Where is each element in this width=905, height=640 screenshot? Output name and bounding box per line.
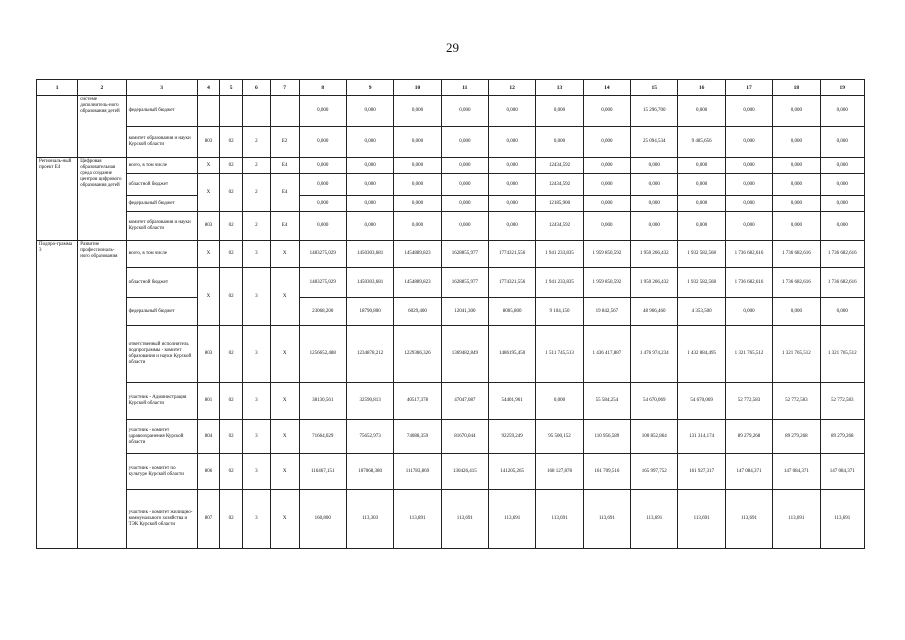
column-number-header: 16 xyxy=(678,80,725,96)
value-cell: 147 084,371 xyxy=(725,454,772,490)
value-cell: 12434,592 xyxy=(536,212,583,241)
value-cell: 0,000 xyxy=(489,127,536,158)
value-cell: 54401,961 xyxy=(489,383,536,420)
value-cell: 141205,265 xyxy=(489,454,536,490)
value-cell: 130426,415 xyxy=(441,454,488,490)
row-label-cell: комитет образования и науки Курской области xyxy=(126,212,197,241)
value-cell: 1 941 233,835 xyxy=(536,241,583,268)
value-cell: 0,000 xyxy=(631,174,678,196)
value-cell: 113,303 xyxy=(346,490,393,549)
value-cell: 0,000 xyxy=(441,212,488,241)
code-cell: Х xyxy=(270,420,299,454)
column-number-header: 15 xyxy=(631,80,678,96)
value-cell: 0,000 xyxy=(725,174,772,196)
value-cell: 1 950 266,432 xyxy=(631,268,678,298)
value-cell: 92259,249 xyxy=(489,420,536,454)
column-number-header: 1 xyxy=(37,80,78,96)
value-cell: 0,000 xyxy=(820,96,864,127)
value-cell: 89 279,268 xyxy=(725,420,772,454)
value-cell: 23068,200 xyxy=(299,298,346,326)
value-cell: 89 279,268 xyxy=(773,420,820,454)
value-cell: 0,000 xyxy=(583,158,630,174)
value-cell: 1 321 765,512 xyxy=(773,326,820,383)
program-name-cell xyxy=(37,96,78,158)
value-cell: 0,000 xyxy=(773,174,820,196)
value-cell: 0,000 xyxy=(441,158,488,174)
value-cell: 110 956,589 xyxy=(583,420,630,454)
table-row xyxy=(37,420,865,454)
column-number-header: 8 xyxy=(299,80,346,96)
value-cell: 0,000 xyxy=(678,196,725,212)
value-cell: 1256652,488 xyxy=(299,326,346,383)
value-cell: 1 736 682,616 xyxy=(820,241,864,268)
table-row xyxy=(37,174,865,196)
code-cell: 3 xyxy=(242,268,270,326)
table-row xyxy=(37,127,865,158)
column-number-header: 7 xyxy=(270,80,299,96)
value-cell: 107068,380 xyxy=(346,454,393,490)
value-cell: 0,000 xyxy=(820,174,864,196)
code-cell: 3 xyxy=(242,490,270,549)
value-cell: 0,000 xyxy=(631,212,678,241)
value-cell: 0,000 xyxy=(583,212,630,241)
code-cell: 3 xyxy=(242,420,270,454)
code-cell: Х xyxy=(270,268,299,326)
value-cell: 0,000 xyxy=(346,96,393,127)
row-label-cell: всего, в том числе xyxy=(126,158,197,174)
value-cell: 1 932 582,568 xyxy=(678,268,725,298)
value-cell: 0,000 xyxy=(583,196,630,212)
value-cell: 0,000 xyxy=(583,96,630,127)
row-label-cell: федеральный бюджет xyxy=(126,196,197,212)
code-cell: 2 xyxy=(242,174,270,212)
code-cell: 803 xyxy=(197,212,220,241)
value-cell: 161 927,317 xyxy=(678,454,725,490)
value-cell: 1 736 682,616 xyxy=(725,268,772,298)
value-cell: 1486195,450 xyxy=(489,326,536,383)
table-row xyxy=(37,241,865,268)
value-cell: 0,000 xyxy=(346,174,393,196)
value-cell: 113,691 xyxy=(678,490,725,549)
code-cell: 804 xyxy=(197,420,220,454)
value-cell: 1 959 850,592 xyxy=(583,241,630,268)
value-cell: 0,000 xyxy=(678,96,725,127)
value-cell: 0,000 xyxy=(583,174,630,196)
code-cell: Е4 xyxy=(270,212,299,241)
value-cell: 131 314,174 xyxy=(678,420,725,454)
code-cell: 807 xyxy=(197,490,220,549)
value-cell: 161 709,516 xyxy=(583,454,630,490)
value-cell: 19 842,567 xyxy=(583,298,630,326)
value-cell: 9 485,656 xyxy=(678,127,725,158)
row-label-cell: участник - комитет по культуре Курской области xyxy=(126,454,197,490)
value-cell: 0,000 xyxy=(489,158,536,174)
value-cell: 165 997,752 xyxy=(631,454,678,490)
column-number-header: 13 xyxy=(536,80,583,96)
row-label-cell: участник - Администрация Курской области xyxy=(126,383,197,420)
value-cell: 1369482,849 xyxy=(441,326,488,383)
value-cell: 113,691 xyxy=(631,490,678,549)
value-cell: 0,000 xyxy=(394,196,441,212)
value-cell: 15 296,700 xyxy=(631,96,678,127)
code-cell: Х xyxy=(270,326,299,383)
value-cell: 113,891 xyxy=(394,490,441,549)
value-cell: 113,691 xyxy=(773,490,820,549)
value-cell: 1628855,977 xyxy=(441,241,488,268)
row-label-cell: всего, в том числе xyxy=(126,241,197,268)
code-cell: Х xyxy=(197,241,220,268)
value-cell: 0,000 xyxy=(773,212,820,241)
value-cell: 1454889,823 xyxy=(394,241,441,268)
program-name-cell: Подпро-грамма 3 xyxy=(37,241,78,549)
table-row xyxy=(37,268,865,298)
table-row xyxy=(37,326,865,383)
value-cell: 1229386,326 xyxy=(394,326,441,383)
value-cell: 0,000 xyxy=(773,158,820,174)
code-cell: 02 xyxy=(220,268,243,326)
table-row xyxy=(37,212,865,241)
value-cell: 47047,087 xyxy=(441,383,488,420)
value-cell: 32590,813 xyxy=(346,383,393,420)
value-cell: 81670,044 xyxy=(441,420,488,454)
value-cell: 147 084,371 xyxy=(820,454,864,490)
table-row xyxy=(37,196,865,212)
value-cell: 25 094,534 xyxy=(631,127,678,158)
budget-table xyxy=(36,79,865,549)
value-cell: 0,000 xyxy=(299,174,346,196)
code-cell: 02 xyxy=(220,490,243,549)
code-cell: Е2 xyxy=(270,127,299,158)
value-cell: 0,000 xyxy=(536,96,583,127)
code-cell: Х xyxy=(270,454,299,490)
row-label-cell: областной бюджет xyxy=(126,174,197,196)
column-number-header: 18 xyxy=(773,80,820,96)
value-cell: 0,000 xyxy=(394,96,441,127)
value-cell: 9 104,150 xyxy=(536,298,583,326)
row-label-cell: областной бюджет xyxy=(126,268,197,298)
value-cell: 1 959 850,592 xyxy=(583,268,630,298)
value-cell: 1 950 266,432 xyxy=(631,241,678,268)
code-cell: 02 xyxy=(220,326,243,383)
code-cell: 02 xyxy=(220,174,243,212)
value-cell: 54 670,069 xyxy=(631,383,678,420)
value-cell: 0,000 xyxy=(299,96,346,127)
value-cell: 0,000 xyxy=(346,158,393,174)
code-cell: 02 xyxy=(220,454,243,490)
code-cell: 2 xyxy=(242,212,270,241)
value-cell: 12185,900 xyxy=(536,196,583,212)
value-cell: 0,000 xyxy=(631,196,678,212)
value-cell: 12434,592 xyxy=(536,158,583,174)
value-cell: 0,000 xyxy=(441,96,488,127)
code-cell: Х xyxy=(270,383,299,420)
code-cell: Е4 xyxy=(270,174,299,212)
code-cell: Х xyxy=(270,490,299,549)
value-cell: 38130,561 xyxy=(299,383,346,420)
value-cell: 0,000 xyxy=(394,174,441,196)
value-cell: 0,000 xyxy=(773,96,820,127)
value-cell: 1 736 682,616 xyxy=(773,268,820,298)
code-cell: Х xyxy=(270,241,299,268)
value-cell: 113,691 xyxy=(583,490,630,549)
value-cell: 0,000 xyxy=(678,174,725,196)
value-cell: 0,000 xyxy=(441,127,488,158)
row-label-cell: ответственный исполнитель подпрограммы - комитет образования и науки Курской области xyxy=(126,326,197,383)
value-cell: 74088,359 xyxy=(394,420,441,454)
value-cell: 0,000 xyxy=(820,158,864,174)
column-number-header: 2 xyxy=(78,80,126,96)
code-cell: 2 xyxy=(242,158,270,174)
value-cell: 1 321 765,512 xyxy=(820,326,864,383)
value-cell: 0,000 xyxy=(536,383,583,420)
column-number-header: 5 xyxy=(220,80,243,96)
column-number-header: 6 xyxy=(242,80,270,96)
value-cell: 160,800 xyxy=(299,490,346,549)
code-cell: 3 xyxy=(242,326,270,383)
page-number: 29 xyxy=(446,40,459,55)
row-label-cell: участник - комитет здравоохранения Курской области xyxy=(126,420,197,454)
code-cell: 02 xyxy=(220,241,243,268)
value-cell: 0,000 xyxy=(346,212,393,241)
code-cell: Х xyxy=(197,158,220,174)
value-cell: 0,000 xyxy=(489,96,536,127)
value-cell: 113,691 xyxy=(725,490,772,549)
value-cell: 0,000 xyxy=(299,196,346,212)
program-title-cell: системе дополнитель-ного образования детей xyxy=(78,96,126,158)
value-cell: 0,000 xyxy=(583,127,630,158)
value-cell: 1 321 765,512 xyxy=(725,326,772,383)
value-cell: 113,691 xyxy=(536,490,583,549)
value-cell: 0,000 xyxy=(773,127,820,158)
value-cell: 0,000 xyxy=(299,158,346,174)
value-cell: 1450303,681 xyxy=(346,241,393,268)
row-label-cell: комитет образования и науки Курской области xyxy=(126,127,197,158)
value-cell: 0,000 xyxy=(820,298,864,326)
column-number-header: 10 xyxy=(394,80,441,96)
value-cell: 0,000 xyxy=(725,96,772,127)
column-number-header: 3 xyxy=(126,80,197,96)
program-name-cell: Региональ-ный проект Е4 xyxy=(37,158,78,241)
value-cell: 95 500,152 xyxy=(536,420,583,454)
value-cell: 111783,869 xyxy=(394,454,441,490)
value-cell: 147 084,371 xyxy=(773,454,820,490)
code-cell xyxy=(197,96,220,127)
value-cell: 0,000 xyxy=(346,127,393,158)
code-cell: Х xyxy=(197,268,220,326)
code-cell: 803 xyxy=(197,127,220,158)
column-number-header: 9 xyxy=(346,80,393,96)
value-cell: 0,000 xyxy=(773,298,820,326)
column-number-header: 19 xyxy=(820,80,864,96)
value-cell: 0,000 xyxy=(489,174,536,196)
column-number-header: 17 xyxy=(725,80,772,96)
code-cell: 806 xyxy=(197,454,220,490)
code-cell: 02 xyxy=(220,212,243,241)
value-cell: 1 941 233,835 xyxy=(536,268,583,298)
value-cell: 0,000 xyxy=(678,212,725,241)
value-cell: 0,000 xyxy=(441,174,488,196)
column-number-header: 12 xyxy=(489,80,536,96)
value-cell: 0,000 xyxy=(299,212,346,241)
code-cell: 02 xyxy=(220,383,243,420)
value-cell: 0,000 xyxy=(536,127,583,158)
value-cell: 0,000 xyxy=(725,298,772,326)
value-cell: 0,000 xyxy=(725,196,772,212)
value-cell: 116467,151 xyxy=(299,454,346,490)
value-cell: 18790,800 xyxy=(346,298,393,326)
value-cell: 1 736 682,616 xyxy=(773,241,820,268)
code-cell: Х xyxy=(197,174,220,212)
value-cell: 1483275,029 xyxy=(299,268,346,298)
table-row xyxy=(37,298,865,326)
value-cell: 1 736 682,616 xyxy=(820,268,864,298)
value-cell: 1483275,029 xyxy=(299,241,346,268)
code-cell: 02 xyxy=(220,127,243,158)
value-cell: 1628855,977 xyxy=(441,268,488,298)
header-row xyxy=(37,80,865,96)
value-cell: 52 772,583 xyxy=(725,383,772,420)
code-cell: Е4 xyxy=(270,158,299,174)
code-cell xyxy=(220,96,243,127)
value-cell: 113,691 xyxy=(489,490,536,549)
code-cell xyxy=(242,96,270,127)
program-title-cell: Развитие профессиональ-ного образования xyxy=(78,241,126,549)
column-number-header: 14 xyxy=(583,80,630,96)
table-row xyxy=(37,490,865,549)
row-label-cell: федеральный бюджет xyxy=(126,298,197,326)
value-cell: 0,000 xyxy=(489,196,536,212)
value-cell: 52 772,583 xyxy=(820,383,864,420)
code-cell: 803 xyxy=(197,326,220,383)
table-row xyxy=(37,96,865,127)
value-cell: 12434,592 xyxy=(536,174,583,196)
value-cell: 0,000 xyxy=(725,158,772,174)
column-number-header: 4 xyxy=(197,80,220,96)
value-cell: 0,000 xyxy=(346,196,393,212)
value-cell: 52 772,583 xyxy=(773,383,820,420)
value-cell: 1454889,823 xyxy=(394,268,441,298)
column-number-header: 11 xyxy=(441,80,488,96)
value-cell: 55 584,254 xyxy=(583,383,630,420)
value-cell: 0,000 xyxy=(631,158,678,174)
value-cell: 1 932 582,568 xyxy=(678,241,725,268)
value-cell: 54 670,069 xyxy=(678,383,725,420)
value-cell: 75652,973 xyxy=(346,420,393,454)
value-cell: 0,000 xyxy=(773,196,820,212)
value-cell: 1774321,556 xyxy=(489,268,536,298)
value-cell: 12041,300 xyxy=(441,298,488,326)
value-cell: 6029,400 xyxy=(394,298,441,326)
value-cell: 0,000 xyxy=(820,212,864,241)
value-cell: 0,000 xyxy=(299,127,346,158)
value-cell: 113,691 xyxy=(820,490,864,549)
code-cell: 801 xyxy=(197,383,220,420)
value-cell: 0,000 xyxy=(489,212,536,241)
value-cell: 1 436 417,887 xyxy=(583,326,630,383)
code-cell: 02 xyxy=(220,420,243,454)
value-cell: 168 127,878 xyxy=(536,454,583,490)
value-cell: 1 476 974,234 xyxy=(631,326,678,383)
value-cell: 1234878,212 xyxy=(346,326,393,383)
program-title-cell: Цифровая образовательная среда создание центров цифрового образования детей xyxy=(78,158,126,241)
code-cell: 3 xyxy=(242,383,270,420)
code-cell: 2 xyxy=(242,127,270,158)
code-cell xyxy=(270,96,299,127)
value-cell: 0,000 xyxy=(441,196,488,212)
value-cell: 113,691 xyxy=(441,490,488,549)
table-row xyxy=(37,454,865,490)
value-cell: 1 511 745,513 xyxy=(536,326,583,383)
value-cell: 8005,800 xyxy=(489,298,536,326)
table-row xyxy=(37,158,865,174)
code-cell: 3 xyxy=(242,241,270,268)
value-cell: 40517,378 xyxy=(394,383,441,420)
value-cell: 0,000 xyxy=(394,127,441,158)
value-cell: 0,000 xyxy=(725,212,772,241)
value-cell: 100 852,864 xyxy=(631,420,678,454)
row-label-cell: федеральный бюджет xyxy=(126,96,197,127)
value-cell: 1 736 682,616 xyxy=(725,241,772,268)
value-cell: 1 432 884,495 xyxy=(678,326,725,383)
value-cell: 48 966,460 xyxy=(631,298,678,326)
value-cell: 0,000 xyxy=(820,127,864,158)
row-label-cell: участник - комитет жилищно-коммунального хозяйства и ТЭК Курской области xyxy=(126,490,197,549)
value-cell: 1450303,681 xyxy=(346,268,393,298)
code-cell: 3 xyxy=(242,454,270,490)
value-cell: 0,000 xyxy=(678,158,725,174)
value-cell: 89 279,268 xyxy=(820,420,864,454)
value-cell: 0,000 xyxy=(820,196,864,212)
value-cell: 4 353,500 xyxy=(678,298,725,326)
value-cell: 71664,029 xyxy=(299,420,346,454)
value-cell: 0,000 xyxy=(394,212,441,241)
value-cell: 0,000 xyxy=(725,127,772,158)
value-cell: 0,000 xyxy=(394,158,441,174)
code-cell: 02 xyxy=(220,158,243,174)
value-cell: 1774321,556 xyxy=(489,241,536,268)
table-row xyxy=(37,383,865,420)
